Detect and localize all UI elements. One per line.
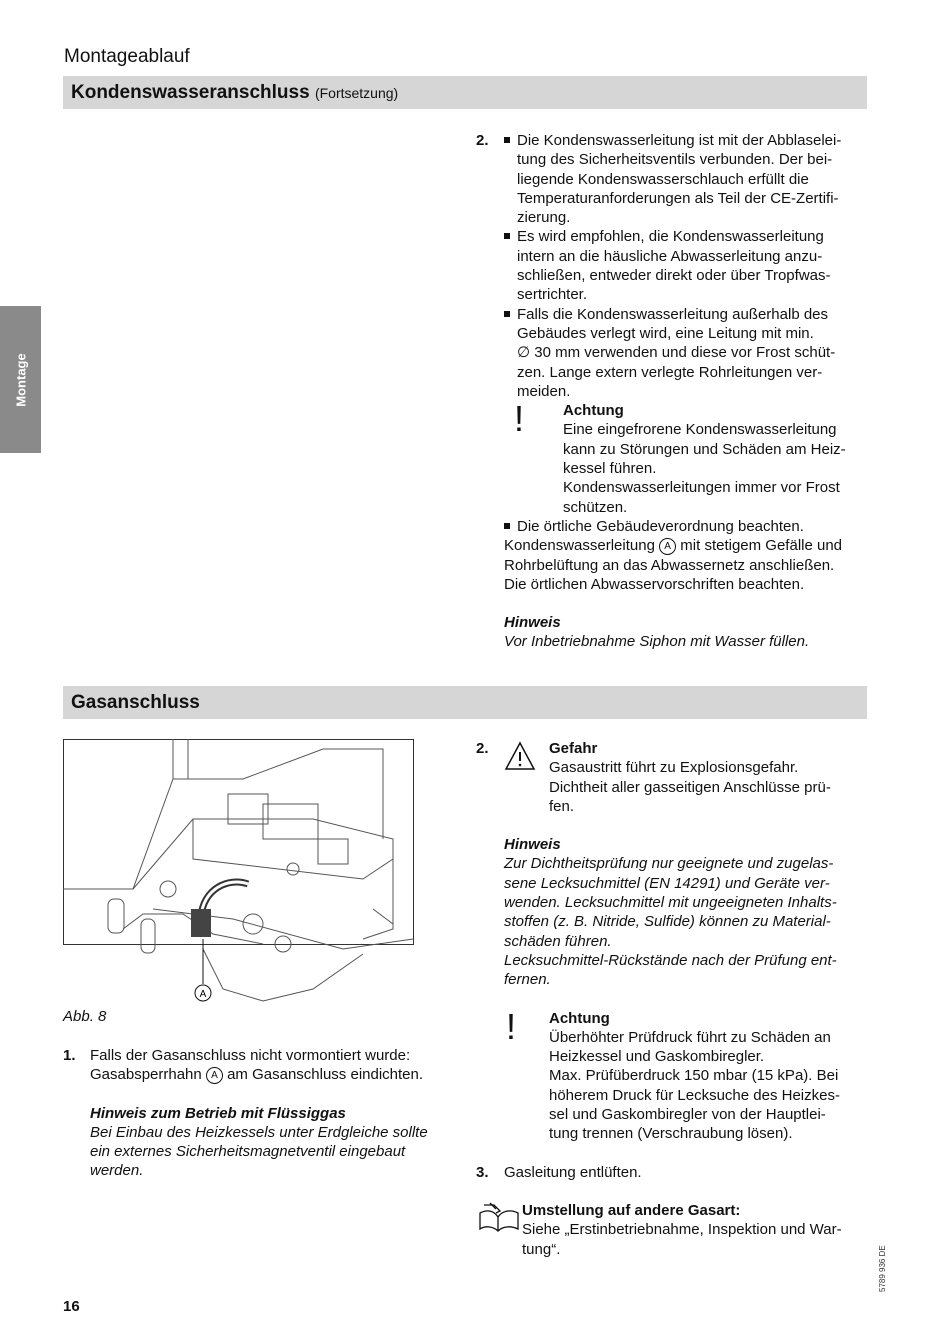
page-number: 16 [63, 1298, 80, 1315]
danger-title: Gefahr [549, 740, 598, 757]
document-id: 5789 936 DE [878, 1245, 887, 1292]
hint-title: Hinweis [504, 836, 561, 854]
step3-text: Gasleitung entlüften. [504, 1163, 642, 1181]
reference-title: Umstellung auf andere Gasart: [522, 1201, 741, 1219]
caution-title: Achtung [549, 1009, 610, 1027]
page-header-title: Montageablauf [64, 46, 190, 67]
side-tab-montage [0, 306, 41, 453]
caution-exclamation-icon: ! [514, 398, 525, 440]
section1-content [476, 131, 868, 652]
section-title: Gasanschluss [71, 692, 200, 713]
warning-triangle-icon [504, 741, 536, 771]
bullet-4: Die örtliche Gebäudeverordnung beachten. [504, 517, 868, 536]
section-subtitle: (Fortsetzung) [314, 85, 399, 101]
section-bar-gas [63, 686, 867, 719]
figure-gas-connection [63, 739, 414, 1004]
figure-caption: Abb. 8 [63, 1008, 107, 1025]
figure-label-a: A [199, 989, 207, 1000]
step-number: 2. [476, 132, 489, 149]
hint-text: Vor Inbetriebnahme Siphon mit Wasser füllen. [504, 633, 810, 651]
caution-box: ! Achtung Eine eingefrorene Kondenswasserleitung kann zu Störungen und Schäden am Heiz- kessel führen. Kondenswasserleitungen immer vor Frost schützen. [504, 401, 868, 517]
condensate-paragraph: Kondenswasserleitung A mit stetigem Gefälle und Rohrbelüftung an das Abwassernetz anschließen. Die örtlichen Abwasservorschriften beachten. [504, 537, 843, 593]
caution-title: Achtung [563, 402, 624, 420]
side-tab-label: Montage [13, 352, 28, 407]
caution-exclamation-icon: ! [506, 1005, 517, 1047]
hint-title: Hinweis [504, 614, 561, 632]
marker-a: A [206, 1067, 223, 1084]
section2-left: 1. Falls der Gasanschluss nicht vormontiert wurde: Gasabsperrhahn A am Gasanschluss eindichten. Hinweis zum Betrieb mit Flüssiggas Bei Einbau des Heizkessels unter Erdgleiche sollte ein externes Sicherheitsmagnetventil eingebaut werden. [90, 1046, 460, 1181]
bullet-3: Falls die Kondenswasserleitung außerhalb des Gebäudes verlegt wird, eine Leitung mit min. ∅ 30 mm verwenden und diese vor Frost schüt- zen. Lange extern verlegte Rohrleitungen ver- meiden. [504, 305, 868, 401]
section-bar-kondenswasser [63, 76, 867, 109]
step1-line2: Gasabsperrhahn A am Gasanschluss eindichten. [90, 1066, 424, 1084]
caution-box: ! Achtung Überhöhter Prüfdruck führt zu Schäden an Heizkessel und Gaskombiregler. Max. Prüfüberdruck 150 mbar (15 kPa). Bei höherem Druck für Lecksuche des Heizkes- sel und Gaskombiregler von der Hauptlei- tung trennen (Verschraubung lösen). [504, 1009, 868, 1144]
marker-a: A [659, 538, 676, 555]
reference-box: Umstellung auf andere Gasart: Siehe „Erstinbetriebnahme, Inspektion und War- tung“. [504, 1201, 868, 1259]
step1-line1: Falls der Gasanschluss nicht vormontiert wurde: [90, 1047, 411, 1064]
bullet-2: Es wird empfohlen, die Kondenswasserleitung intern an die häusliche Abwasserleitung anzu- schließen, entweder direkt oder über Tropfwas- sertrichter. [504, 227, 868, 304]
boiler-illustration [63, 739, 414, 1004]
step3 [476, 1163, 868, 1182]
book-reference-icon [476, 1201, 520, 1233]
lpg-hint-title: Hinweis zum Betrieb mit Flüssiggas [90, 1104, 346, 1122]
step1-number: 1. [63, 1047, 76, 1064]
danger-box: Gefahr Gasaustritt führt zu Explosionsgefahr. Dichtheit aller gasseitigen Anschlüsse prü- fen. [504, 739, 868, 816]
section-title: Kondenswasseranschluss [71, 82, 310, 103]
bullet-1: Die Kondenswasserleitung ist mit der Abblaselei- tung des Sicherheitsventils verbunden. Der bei- liegende Kondenswasserschlauch erfüllt die Temperaturanforderungen als Teil der CE-Zertifi- zierung. [504, 131, 868, 227]
section2-right: 2. Gefahr Gasaustritt führt zu Explosionsgefahr. Dichtheit aller gasseitigen Anschlüsse prü- fen. Hinweis Zur Dichtheitsprüfung nur geeignete und zugelas- sene Lecksuchmittel (EN 14291) und Geräte ver- wenden. Lecksuchmittel mit ungeeigneten Inhalts- stoffen (z. B. Nitride, Sulfide) können zu Material- schäden führen. Lecksuchmittel-Rückstände nach der Prüfung ent- fernen. ! Achtung Überhöhter Prüfdruck führt zu Schäden an Heizkessel und Gaskombiregler. Max. Prüfüberdruck 150 mbar (15 kPa). Bei höherem Druck für Lecksuche des Heizkes- sel und Gaskombiregler von der Hauptlei- tung trennen (Verschraubung lösen). 3. Gasleitung entlüften. Umstellung auf andere Gasart: Siehe „Erstinbetriebnahme, Inspektion und War- tung“. [504, 739, 868, 1259]
step2-number: 2. [476, 740, 489, 757]
step3-number: 3. [476, 1163, 489, 1181]
